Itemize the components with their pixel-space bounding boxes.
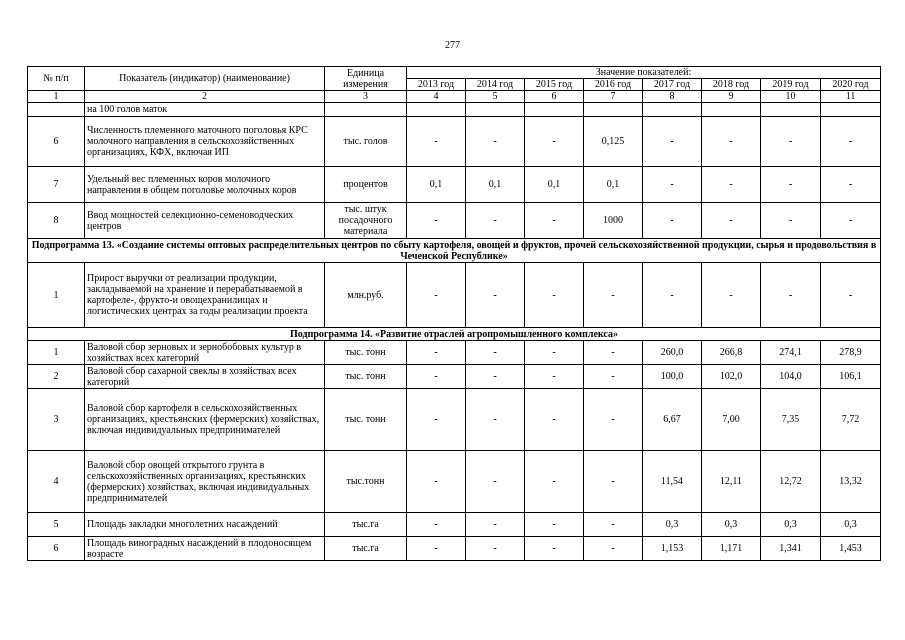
row-value: 278,9 — [821, 341, 881, 365]
row-value: 102,0 — [702, 365, 761, 389]
header-col-number: 1 — [28, 91, 85, 103]
row-value: - — [525, 365, 584, 389]
row-value: 0,3 — [821, 513, 881, 537]
row-value: 0,1 — [525, 167, 584, 203]
row-value: 13,32 — [821, 451, 881, 513]
header-year: 2019 год — [761, 79, 821, 91]
row-number: 7 — [28, 167, 85, 203]
row-value: - — [466, 203, 525, 239]
row-value: - — [407, 203, 466, 239]
header-indicator: Показатель (индикатор) (наименование) — [85, 67, 325, 91]
row-value: - — [584, 537, 643, 561]
row-indicator-name: Прирост выручки от реализации продукции, закладываемой на хранение и перерабатываемой в картофеле-, фрукто-и овощехранилищах и логистических центрах за годы реализации проекта — [85, 263, 325, 328]
subprogram-14-title: Подпрограмма 14. «Развитие отраслей агропромышленного комплекса» — [28, 328, 881, 341]
row-value: 12,72 — [761, 451, 821, 513]
row-value: - — [525, 389, 584, 451]
row-number: 8 — [28, 203, 85, 239]
row-unit: процентов — [325, 167, 407, 203]
indicators-table — [27, 66, 881, 561]
row-value: 104,0 — [761, 365, 821, 389]
table-row — [28, 341, 881, 365]
table-row — [28, 365, 881, 389]
row-unit: млн.руб. — [325, 263, 407, 328]
header-year: 2016 год — [584, 79, 643, 91]
row-value: 266,8 — [702, 341, 761, 365]
row-value: - — [466, 117, 525, 167]
row-value: - — [584, 263, 643, 328]
header-col-number: 10 — [761, 91, 821, 103]
row-value: 1,153 — [643, 537, 702, 561]
row-value: - — [407, 513, 466, 537]
header-year: 2014 год — [466, 79, 525, 91]
row-value: 0,3 — [643, 513, 702, 537]
row-value: 0,3 — [702, 513, 761, 537]
header-num: № п/п — [28, 67, 85, 91]
row-value: 0,3 — [761, 513, 821, 537]
row-value: 0,1 — [584, 167, 643, 203]
row-unit: тыс.га — [325, 513, 407, 537]
table-row — [28, 537, 881, 561]
header-col-number: 4 — [407, 91, 466, 103]
row-value: - — [821, 167, 881, 203]
row-number: 1 — [28, 263, 85, 328]
row-value: - — [525, 341, 584, 365]
row-unit: тыс. голов — [325, 117, 407, 167]
row-value: - — [466, 365, 525, 389]
row-value: - — [407, 263, 466, 328]
table-row — [28, 389, 881, 451]
row-unit: тыс. тонн — [325, 365, 407, 389]
row-value: - — [643, 167, 702, 203]
row-value: 1,453 — [821, 537, 881, 561]
row-value: 11,54 — [643, 451, 702, 513]
header-values-title: Значение показателей: — [407, 67, 881, 79]
row-value: 0,1 — [407, 167, 466, 203]
row-value: - — [466, 263, 525, 328]
row-number: 5 — [28, 513, 85, 537]
row-value: 0,1 — [466, 167, 525, 203]
row-value: - — [584, 341, 643, 365]
row-value: 0,125 — [584, 117, 643, 167]
header-col-number: 2 — [85, 91, 325, 103]
header-col-number: 7 — [584, 91, 643, 103]
row-number: 6 — [28, 537, 85, 561]
row-number: 6 — [28, 117, 85, 167]
row-value: - — [466, 389, 525, 451]
header-year: 2020 год — [821, 79, 881, 91]
header-unit: Единица измерения — [325, 67, 407, 91]
header-year: 2018 год — [702, 79, 761, 91]
table-row — [28, 513, 881, 537]
header-year: 2015 год — [525, 79, 584, 91]
row-value: 106,1 — [821, 365, 881, 389]
row-value: - — [761, 167, 821, 203]
row-value: 7,00 — [702, 389, 761, 451]
row-value: - — [525, 537, 584, 561]
row-value: - — [407, 341, 466, 365]
row-value: 100,0 — [643, 365, 702, 389]
row-value: 6,67 — [643, 389, 702, 451]
row-value: - — [407, 365, 466, 389]
table-row — [28, 117, 881, 167]
row-value: - — [643, 263, 702, 328]
header-col-number: 6 — [525, 91, 584, 103]
row-value: 260,0 — [643, 341, 702, 365]
row-value: - — [702, 117, 761, 167]
row-value: 1,341 — [761, 537, 821, 561]
row-value: - — [525, 117, 584, 167]
row-value: - — [466, 537, 525, 561]
row-value: - — [466, 451, 525, 513]
row-value: - — [407, 389, 466, 451]
row-indicator-name: Валовой сбор овощей открытого грунта в сельскохозяйственных организациях, крестьянских (фермерских) хозяйствах, включая индивидуальных предпринимателей — [85, 451, 325, 513]
row-value: - — [525, 513, 584, 537]
continuation-text: на 100 голов маток — [85, 103, 325, 117]
row-indicator-name: Численность племенного маточного поголовья КРС молочного направления в сельскохозяйственных организациях, КФХ, включая ИП — [85, 117, 325, 167]
row-value: - — [525, 451, 584, 513]
table-row — [28, 451, 881, 513]
table-row — [28, 263, 881, 328]
row-value: - — [584, 513, 643, 537]
row-value: - — [761, 263, 821, 328]
row-unit: тыс.га — [325, 537, 407, 561]
row-value: 12,11 — [702, 451, 761, 513]
row-indicator-name: Площадь виноградных насаждений в плодоносящем возрасте — [85, 537, 325, 561]
page-number: 277 — [445, 40, 460, 51]
header-year: 2017 год — [643, 79, 702, 91]
header-col-number: 3 — [325, 91, 407, 103]
table-row — [28, 203, 881, 239]
row-value: 274,1 — [761, 341, 821, 365]
row-unit: тыс. тонн — [325, 341, 407, 365]
row-number: 1 — [28, 341, 85, 365]
row-unit: тыс.тонн — [325, 451, 407, 513]
row-indicator-name: Ввод мощностей селекционно-семеноводческих центров — [85, 203, 325, 239]
subprogram-13-title: Подпрограмма 13. «Создание системы оптовых распределительных центров по сбыту картофеля, овощей и фруктов, прочей сельскохозяйственной продукции, сырья и продовольствия в Чеченской Республике» — [28, 239, 881, 263]
header-col-number: 11 — [821, 91, 881, 103]
row-value: 1000 — [584, 203, 643, 239]
row-value: - — [407, 117, 466, 167]
row-indicator-name: Валовой сбор зерновых и зернобобовых культур в хозяйствах всех категорий — [85, 341, 325, 365]
row-value: - — [761, 117, 821, 167]
row-unit: тыс. тонн — [325, 389, 407, 451]
row-indicator-name: Валовой сбор сахарной свеклы в хозяйствах всех категорий — [85, 365, 325, 389]
row-value: - — [702, 203, 761, 239]
row-value: - — [643, 117, 702, 167]
row-value: - — [407, 451, 466, 513]
row-value: - — [643, 203, 702, 239]
header-col-number: 8 — [643, 91, 702, 103]
row-number: 4 — [28, 451, 85, 513]
row-indicator-name: Валовой сбор картофеля в сельскохозяйственных организациях, крестьянских (фермерских) хозяйствах, включая индивидуальных предпринимателей — [85, 389, 325, 451]
row-value: - — [466, 341, 525, 365]
header-year: 2013 год — [407, 79, 466, 91]
row-value: - — [584, 451, 643, 513]
row-value: - — [407, 537, 466, 561]
row-value: - — [821, 203, 881, 239]
row-value: - — [525, 203, 584, 239]
row-number: 3 — [28, 389, 85, 451]
row-value: - — [584, 389, 643, 451]
row-unit: тыс. штук посадочного материала — [325, 203, 407, 239]
row-value: - — [584, 365, 643, 389]
header-col-number: 5 — [466, 91, 525, 103]
row-value: - — [702, 263, 761, 328]
row-value: 7,72 — [821, 389, 881, 451]
row-value: - — [702, 167, 761, 203]
row-value: - — [525, 263, 584, 328]
row-indicator-name: Площадь закладки многолетних насаждений — [85, 513, 325, 537]
header-col-number: 9 — [702, 91, 761, 103]
row-value: - — [466, 513, 525, 537]
row-value: 7,35 — [761, 389, 821, 451]
table-row — [28, 167, 881, 203]
row-value: - — [821, 117, 881, 167]
row-value: - — [761, 203, 821, 239]
row-value: 1,171 — [702, 537, 761, 561]
row-indicator-name: Удельный вес племенных коров молочного направления в общем поголовье молочных коров — [85, 167, 325, 203]
row-value: - — [821, 263, 881, 328]
row-number: 2 — [28, 365, 85, 389]
